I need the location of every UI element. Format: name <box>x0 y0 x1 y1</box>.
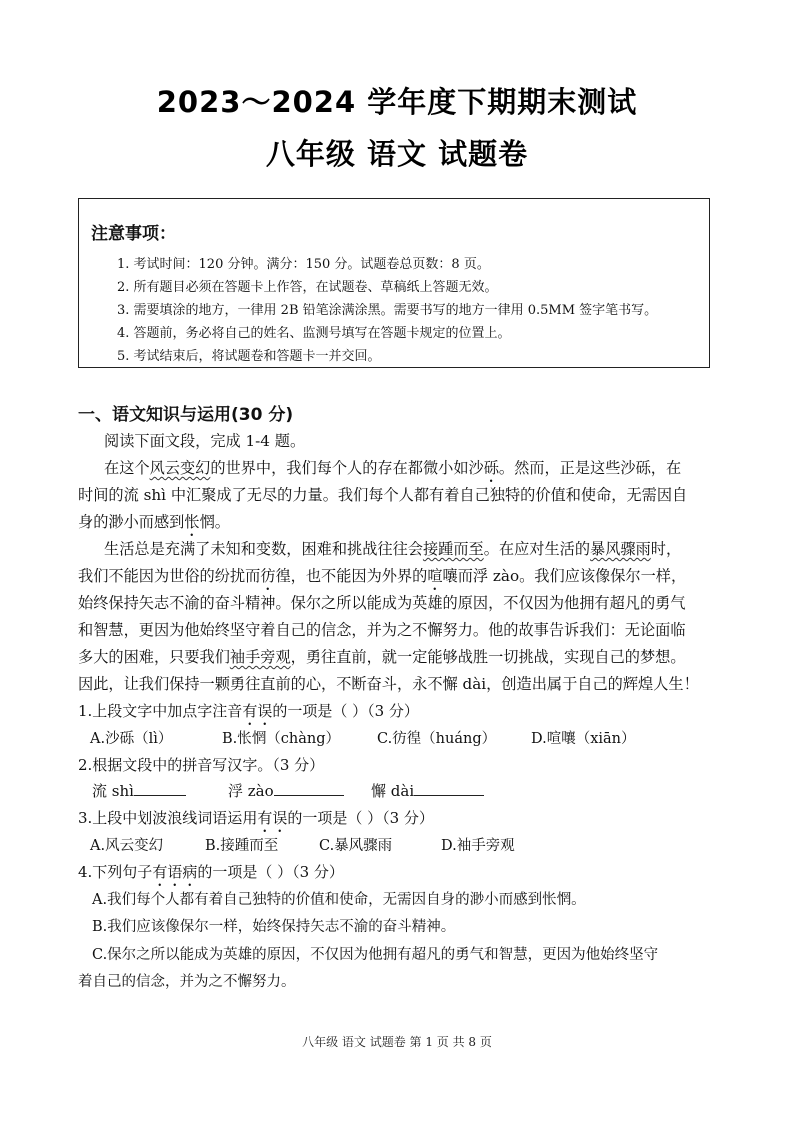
passage-text: 。在应对生活的 <box>483 540 590 558</box>
option-a: A.风云变幻 <box>90 838 164 854</box>
question-text: 1.上段文字中加点字注音 <box>78 702 243 720</box>
question-2-stem: 2.根据文段中的拼音写汉字。（3 分） <box>78 756 325 774</box>
option-b: B.我们应该像保尔一样，始终保持矢志不渝的奋斗精神。 <box>92 919 456 935</box>
dotted-char: 彷 <box>260 567 276 585</box>
exam-title: 2023～2024 学年度下期期末测试 <box>156 85 638 119</box>
exam-subtitle: 八年级 语文 试题卷 <box>265 137 529 171</box>
passage-text: 在这个 <box>104 459 150 477</box>
option-c: C.暴风骤雨 <box>319 838 393 854</box>
wavy-word: 暴风骤雨 <box>590 540 651 558</box>
passage-text: 徨，也不能因为外界的 <box>275 567 428 585</box>
page-footer: 八年级 语文 试题卷 第 1 页 共 8 页 <box>302 1035 492 1049</box>
passage-text: 时， <box>650 540 682 558</box>
fill-blank-3 <box>371 780 484 801</box>
fill-label: 流 shì <box>92 782 134 800</box>
dotted-char: 喧 <box>427 567 443 585</box>
dotted-char: 怅 <box>184 513 200 531</box>
passage-line <box>78 565 686 594</box>
notice-item: 1. 考试时间：120 分钟。满分：150 分。试题卷总页数：8 页。 <box>117 257 490 272</box>
question-4-stem <box>78 861 344 890</box>
notice-box <box>78 198 710 368</box>
passage-text: ，勇往直前，就一定能够战胜一切挑战，实现自己的梦想。 <box>290 648 686 666</box>
passage-text: 。然而，正是这些沙砾，在 <box>498 459 682 477</box>
reading-intro: 阅读下面文段，完成 1-4 题。 <box>104 432 306 450</box>
option-d: D.袖手旁观 <box>441 838 515 854</box>
option-b: B.接踵而至 <box>205 838 279 854</box>
passage-text: 身的渺小而感到 <box>78 513 185 531</box>
passage-text: 我们不能因为世俗的纷扰而 <box>78 567 261 585</box>
question-text: 4.下列句子 <box>78 863 153 881</box>
wavy-word: 袖手旁观 <box>229 648 291 666</box>
notice-item: 3. 需要填涂的地方，一律用 2B 铅笔涂满涂黑。需要书写的地方一律用 0.5MM 签字笔书写。 <box>117 303 658 318</box>
passage-text: 惘。 <box>199 513 230 531</box>
fill-label: 浮 zào <box>228 782 274 800</box>
option-c: C.彷徨（huáng） <box>377 731 497 747</box>
dotted-char: 砾 <box>483 459 499 477</box>
emphasis-text: 有误 <box>257 809 288 827</box>
option-a: A.沙砾（lì） <box>90 731 173 747</box>
question-text: 的一项是（ ）（3 分） <box>197 863 344 881</box>
fill-blank-1 <box>92 780 186 801</box>
passage-line: 始终保持矢志不渝的奋斗精神。保尔之所以能成为英雄的原因，不仅因为他拥有超凡的勇气 <box>78 594 686 612</box>
question-text: 的一项是（ ）（3 分） <box>272 702 419 720</box>
passage-text: 生活总是充满了未知和变数，困难和挑战往往会 <box>104 540 423 558</box>
emphasis-text: 有误 <box>242 702 273 720</box>
fill-label: 懈 dài <box>371 782 415 800</box>
section-title: 一、语文知识与运用(30 分) <box>78 405 294 425</box>
option-d: D.喧嚷（xiān） <box>531 731 636 747</box>
passage-line <box>104 457 681 486</box>
question-text: 的一项是（ ）（3 分） <box>287 809 434 827</box>
question-1-stem <box>78 700 419 729</box>
option-a: A.我们每个人都有着自己独特的价值和使命，无需因自身的渺小而感到怅惘。 <box>92 892 586 908</box>
notice-item: 2. 所有题目必须在答题卡上作答，在试题卷、草稿纸上答题无效。 <box>117 280 498 295</box>
wavy-word: 接踵而至 <box>422 540 484 558</box>
passage-line: 时间的流 shì 中汇聚成了无尽的力量。我们每个人都有着自己独特的价值和使命，无需因自 <box>78 486 688 504</box>
passage-line <box>78 646 686 667</box>
passage-text: 嚷而浮 zào。我们应该像保尔一样， <box>442 567 687 585</box>
emphasis-text: 有语病 <box>152 863 198 881</box>
question-text: 3.上段中划波浪线词语运用 <box>78 809 258 827</box>
fill-blank-2 <box>228 780 344 801</box>
passage-text: 多大的困难，只要我们 <box>78 648 230 666</box>
notice-title: 注意事项： <box>91 224 176 244</box>
passage-line <box>78 511 230 540</box>
option-c-continued: 着自己的信念，并为之不懈努力。 <box>78 974 296 990</box>
option-c: C.保尔之所以能成为英雄的原因，不仅因为他拥有超凡的勇气和智慧，更因为他始终坚守 <box>92 947 659 963</box>
question-3-stem <box>78 807 434 836</box>
answer-blank <box>134 781 186 796</box>
wavy-word: 风云变幻 <box>149 459 211 477</box>
passage-text: 的世界中，我们每个人的存在都微小如沙 <box>210 459 484 477</box>
answer-blank <box>274 781 344 796</box>
notice-item: 4. 答题前，务必将自己的姓名、监测号填写在答题卡规定的位置上。 <box>117 326 511 341</box>
answer-blank <box>414 781 484 796</box>
notice-item: 5. 考试结束后，将试题卷和答题卡一并交回。 <box>117 349 381 364</box>
passage-line: 和智慧，更因为他始终坚守着自己的信念，并为之不懈努力。他的故事告诉我们：无论面临 <box>78 621 686 639</box>
passage-line: 因此，让我们保持一颗勇往直前的心，不断奋斗，永不懈 dài，创造出属于自己的辉煌人生！ <box>78 675 699 693</box>
passage-line <box>104 538 681 559</box>
option-b: B.怅惘（chàng） <box>222 731 340 747</box>
